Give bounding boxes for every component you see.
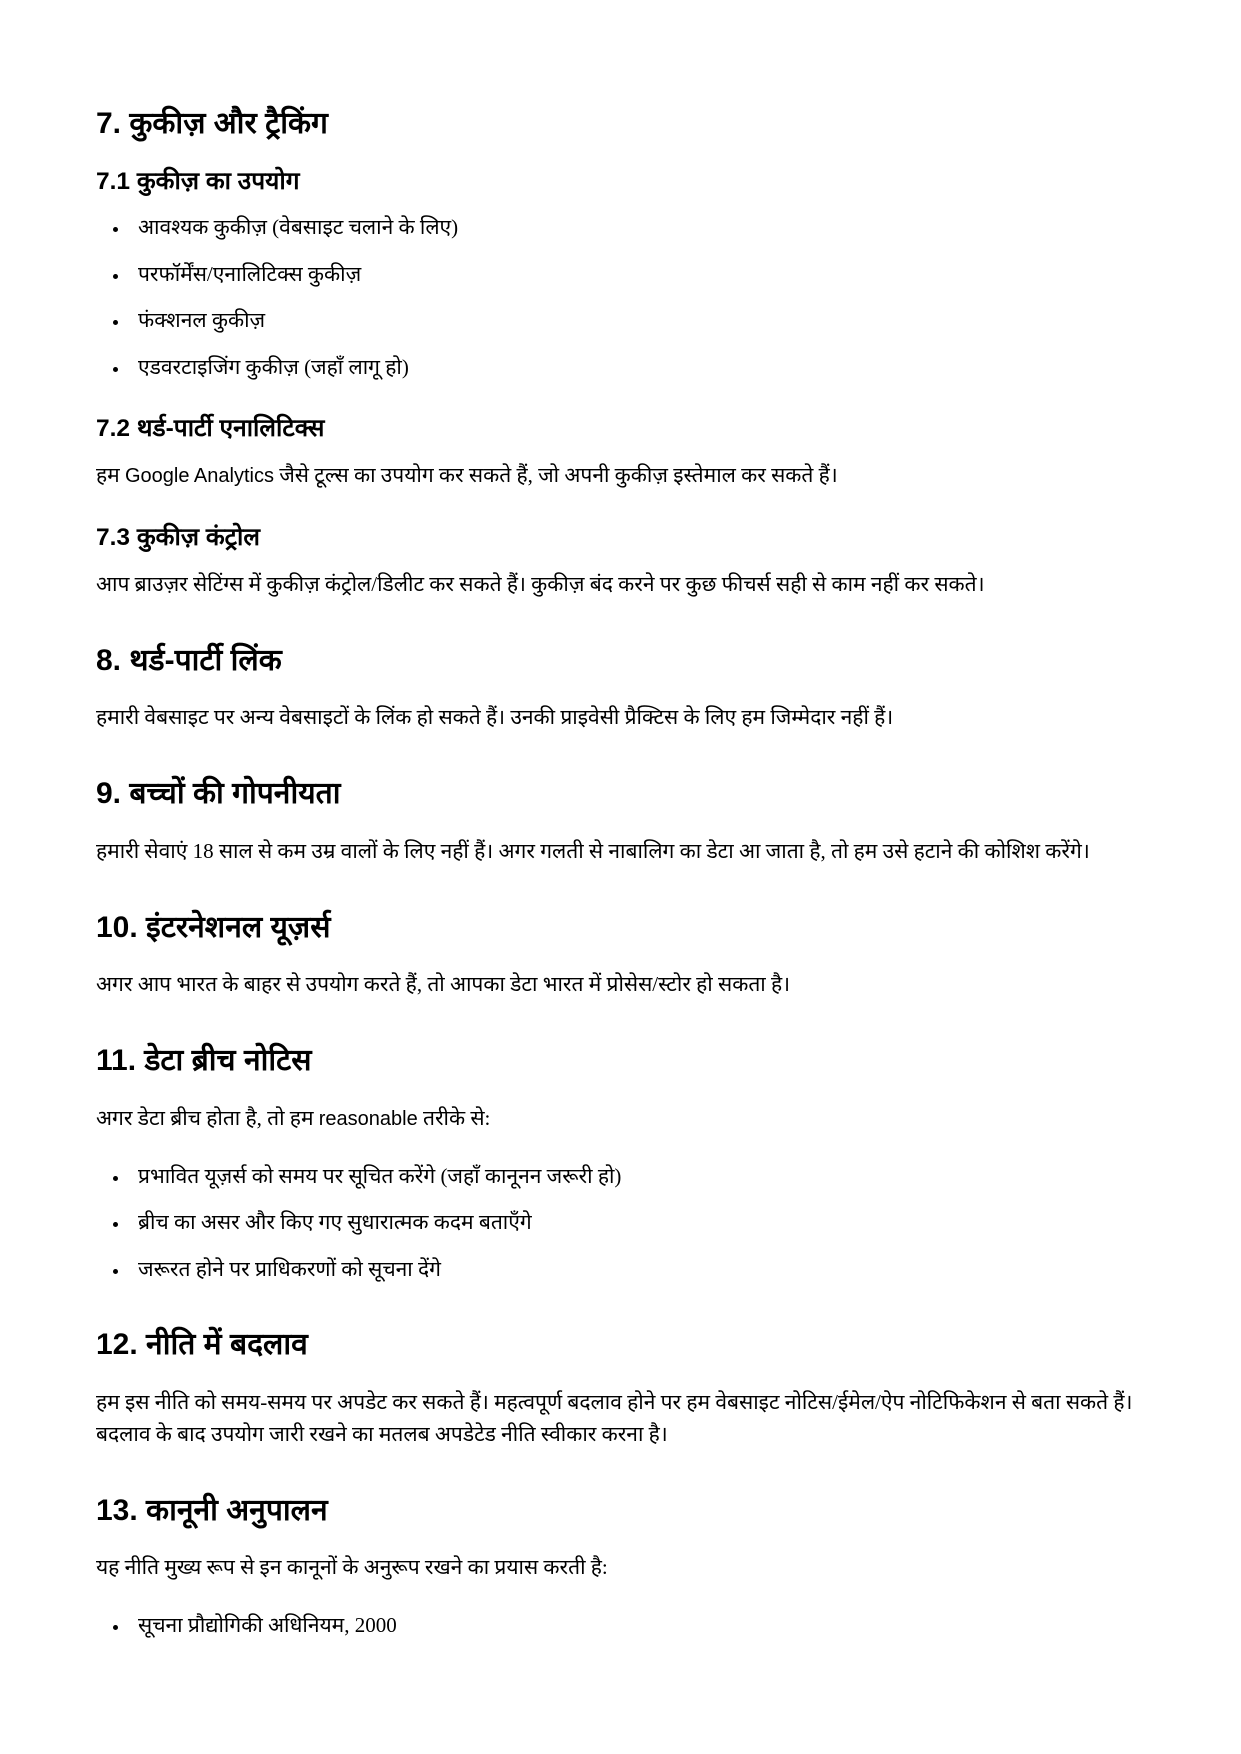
intro-text-prefix: अगर डेटा ब्रीच होता है, तो हम xyxy=(96,1105,319,1130)
section-heading-policy-changes: 12. नीति में बदलाव xyxy=(96,1328,308,1362)
section-heading-third-party-links: 8. थर्ड-पार्टी लिंक xyxy=(96,643,282,677)
bullet-list-legal-compliance xyxy=(96,1610,1145,1642)
subsection-heading-cookies-usage: 7.1 कुकीज़ का उपयोग xyxy=(96,167,300,195)
document-body xyxy=(96,104,1145,1642)
section-heading-cookies-tracking: 7. कुकीज़ और ट्रैकिंग xyxy=(96,107,328,140)
section-heading-legal-compliance: 13. कानूनी अनुपालन xyxy=(96,1493,328,1527)
paragraph-children-privacy: हमारी सेवाएं 18 साल से कम उम्र वालों के लिए नहीं हैं। अगर गलती से नाबालिग का डेटा आ जाता है, तो हम उसे हटाने की कोशिश करेंगे। xyxy=(96,838,1090,863)
tool-name-google-analytics: Google Analytics xyxy=(124,465,274,488)
paragraph-text-suffix: जैसे टूल्स का उपयोग कर सकते हैं, जो अपनी कुकीज़ इस्तेमाल कर सकते हैं। xyxy=(273,463,838,488)
list-item: ब्रीच का असर और किए गए सुधारात्मक कदम बताएँगे xyxy=(96,1207,1145,1239)
paragraph-data-breach-intro xyxy=(96,1103,1145,1135)
list-item: एडवरटाइजिंग कुकीज़ (जहाँ लागू हो) xyxy=(96,352,1145,384)
paragraph-cookies-control: आप ब्राउज़र सेटिंग्स में कुकीज़ कंट्रोल/डिलीट कर सकते हैं। कुकीज़ बंद करने पर कुछ फीचर्स सही से काम नहीं कर सकते। xyxy=(96,571,985,596)
list-item: फंक्शनल कुकीज़ xyxy=(96,305,1145,337)
list-item: आवश्यक कुकीज़ (वेबसाइट चलाने के लिए) xyxy=(96,212,1145,244)
list-item: प्रभावित यूज़र्स को समय पर सूचित करेंगे (जहाँ कानूनन जरूरी हो) xyxy=(96,1161,1145,1193)
subsection-heading-cookies-control: 7.3 कुकीज़ कंट्रोल xyxy=(96,524,260,552)
bullet-list-cookies-usage xyxy=(96,212,1145,383)
paragraph-international-users: अगर आप भारत के बाहर से उपयोग करते हैं, तो आपका डेटा भारत में प्रोसेस/स्टोर हो सकता है। xyxy=(96,972,791,997)
paragraph-legal-compliance: यह नीति मुख्य रूप से इन कानूनों के अनुरूप रखने का प्रयास करती है: xyxy=(96,1555,608,1580)
section-heading-children-privacy: 9. बच्चों की गोपनीयता xyxy=(96,777,341,811)
subsection-heading-third-party-analytics: 7.2 थर्ड-पार्टी एनालिटिक्स xyxy=(96,415,325,443)
intro-text-latin: reasonable xyxy=(318,1107,418,1130)
list-item: सूचना प्रौद्योगिकी अधिनियम, 2000 xyxy=(96,1610,1145,1642)
list-item: जरूरत होने पर प्राधिकरणों को सूचना देंगे xyxy=(96,1254,1145,1286)
bullet-list-data-breach xyxy=(96,1161,1145,1286)
paragraph-third-party-links: हमारी वेबसाइट पर अन्य वेबसाइटों के लिंक हो सकते हैं। उनकी प्राइवेसी प्रैक्टिस के लिए हम जिम्मेदार नहीं हैं। xyxy=(96,705,894,730)
paragraph-text-prefix: हम xyxy=(96,463,125,488)
paragraph-third-party-analytics xyxy=(96,460,1145,492)
section-heading-international-users: 10. इंटरनेशनल यूज़र्स xyxy=(96,910,331,944)
section-heading-data-breach-notice: 11. डेटा ब्रीच नोटिस xyxy=(96,1044,312,1078)
list-item: परफॉर्मेंस/एनालिटिक्स कुकीज़ xyxy=(96,259,1145,291)
paragraph-policy-changes: हम इस नीति को समय-समय पर अपडेट कर सकते हैं। महत्वपूर्ण बदलाव होने पर हम वेबसाइट नोटिस/ईमेल/ऐप नोटिफिकेशन से बता सकते हैं। बदलाव के बाद उपयोग जारी रखने का मतलब अपडेटेड नीति स्वीकार करना है। xyxy=(96,1389,1133,1446)
intro-text-suffix: तरीके से: xyxy=(417,1105,491,1130)
